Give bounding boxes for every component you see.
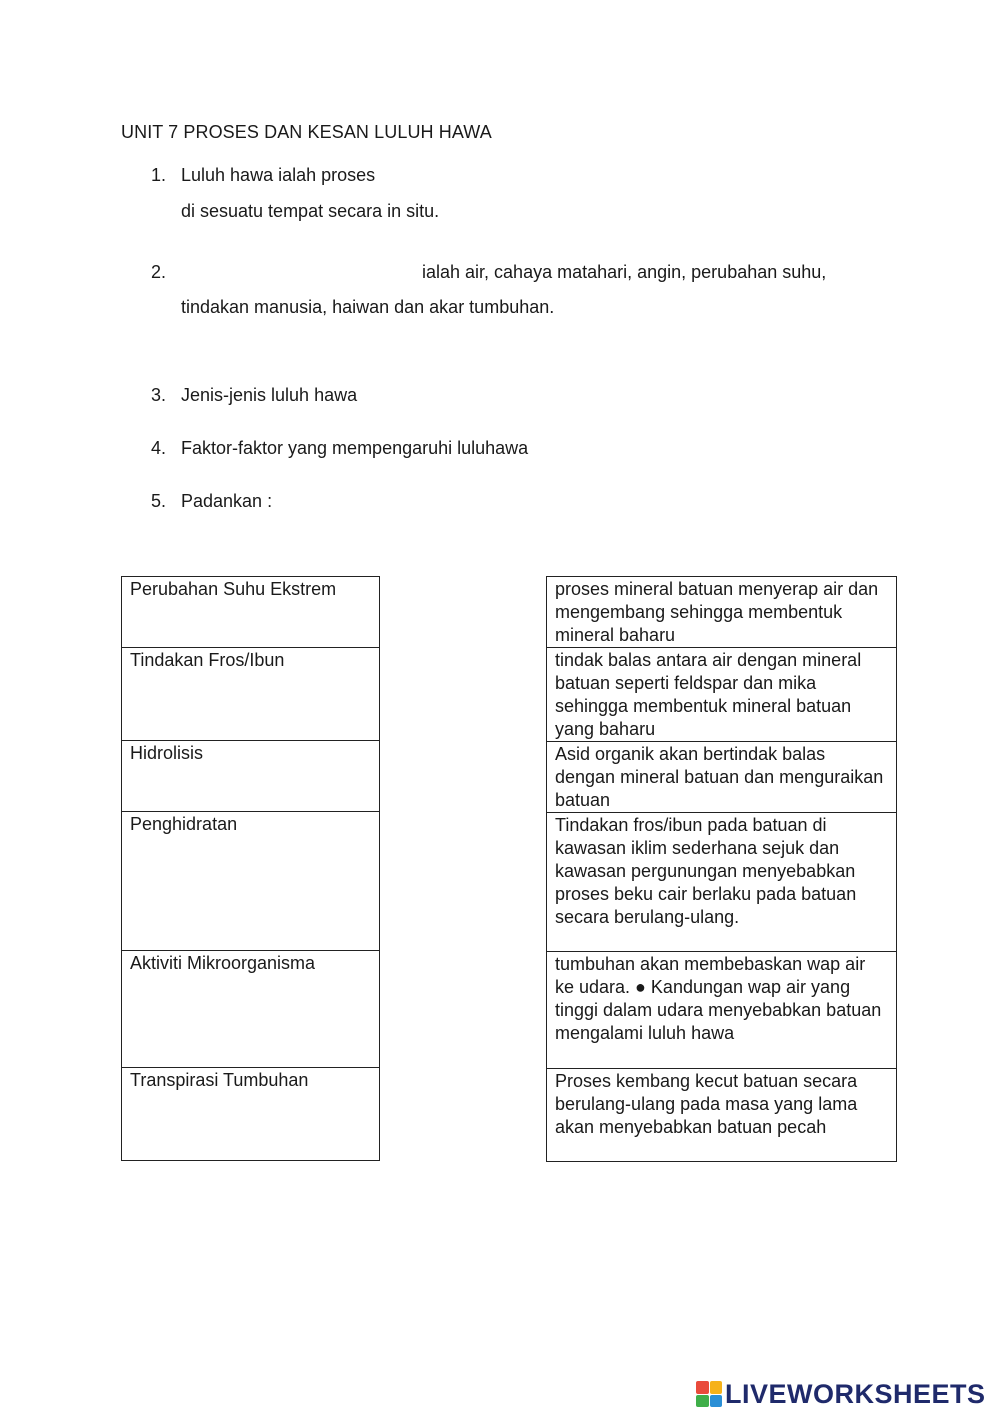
question-number: 5.	[151, 491, 167, 511]
question-number: 4.	[151, 438, 167, 458]
liveworksheets-logo	[696, 1378, 986, 1410]
question-number: 1.	[151, 165, 167, 185]
right-item-3[interactable]: Asid organik akan bertindak balas dengan mineral batuan dan menguraikan batuan	[547, 742, 897, 813]
left-item-3[interactable]: Hidrolisis	[122, 741, 380, 812]
question-text: Jenis-jenis luluh hawa	[181, 385, 358, 405]
right-item-6[interactable]: Proses kembang kecut batuan secara berulang-ulang pada masa yang lama akan menyebabkan batuan pecah	[547, 1069, 897, 1162]
left-item-5[interactable]: Aktiviti Mikroorganisma	[122, 951, 380, 1068]
right-item-1[interactable]: proses mineral batuan menyerap air dan mengembang sehingga membentuk mineral baharu	[547, 577, 897, 648]
matching-left-table	[121, 576, 380, 1161]
liveworksheets-logo-icon	[696, 1381, 722, 1407]
question-text: Luluh hawa ialah proses	[181, 165, 376, 185]
left-item-2[interactable]: Tindakan Fros/Ibun	[122, 648, 380, 741]
question-text: Padankan :	[181, 491, 273, 511]
page-title: UNIT 7 PROSES DAN KESAN LULUH HAWA	[121, 122, 492, 142]
right-item-2[interactable]: tindak balas antara air dengan mineral batuan seperti feldspar dan mika sehingga membentuk mineral batuan yang baharu	[547, 648, 897, 742]
left-item-6[interactable]: Transpirasi Tumbuhan	[122, 1068, 380, 1161]
left-item-1[interactable]: Perubahan Suhu Ekstrem	[122, 577, 380, 648]
logo-text: LIVEWORKSHEETS	[725, 1378, 986, 1409]
matching-right-table	[546, 576, 897, 1162]
question-number: 2.	[151, 262, 167, 282]
question-text-continued: di sesuatu tempat secara in situ.	[181, 201, 440, 221]
question-text-continued: tindakan manusia, haiwan dan akar tumbuhan.	[181, 297, 555, 317]
right-item-4[interactable]: Tindakan fros/ibun pada batuan di kawasan iklim sederhana sejuk dan kawasan pergunungan menyebabkan proses beku cair berlaku pada batuan secara berulang-ulang.	[547, 813, 897, 952]
question-number: 3.	[151, 385, 167, 405]
question-text: Faktor-faktor yang mempengaruhi luluhawa	[181, 438, 529, 458]
left-item-4[interactable]: Penghidratan	[122, 812, 380, 951]
right-item-5[interactable]: tumbuhan akan membebaskan wap air ke udara. ● Kandungan wap air yang tinggi dalam udara menyebabkan batuan mengalami luluh hawa	[547, 952, 897, 1069]
question-text: ialah air, cahaya matahari, angin, perubahan suhu,	[422, 262, 827, 282]
